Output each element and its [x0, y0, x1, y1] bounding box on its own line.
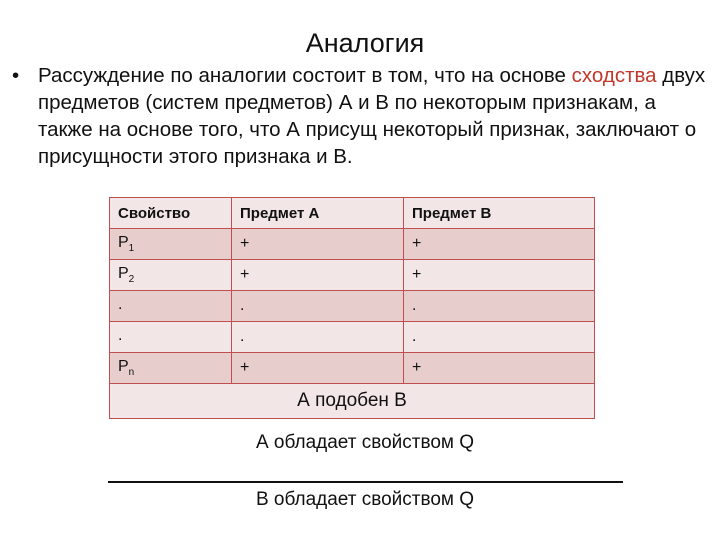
cell-a: + [232, 353, 404, 384]
cell-b: . [404, 291, 595, 322]
property-cell: $P_1$ [110, 229, 232, 260]
bullet-text-after: двух предметов (систем предметов) А и В по некоторым признакам, а также на основе того, что А присущ некоторый признак, заключают о присущности этого признака и В. [38, 64, 706, 168]
cell-a: + [232, 260, 404, 291]
bullet-icon: • [12, 64, 20, 87]
table-row [110, 291, 595, 322]
property-cell: . [110, 291, 232, 322]
header-cell: Предмет В [404, 198, 595, 229]
property-cell: . [110, 322, 232, 353]
table-header [110, 198, 595, 229]
table-row [110, 260, 595, 291]
table-row [110, 322, 595, 353]
cell-b: . [404, 322, 595, 353]
bullet-paragraph [12, 62, 712, 170]
table-row [110, 353, 595, 384]
table-footer [110, 384, 595, 419]
footer-cell: А подобен В [110, 384, 595, 419]
analogy-table [109, 197, 595, 419]
property-cell: $P_n$ [110, 353, 232, 384]
cell-b: + [404, 229, 595, 260]
highlight-word: сходства [571, 64, 657, 87]
cell-a: + [232, 229, 404, 260]
cell-a: . [232, 322, 404, 353]
bullet-text-before: Рассуждение по аналогии состоит в том, что на основе [38, 64, 572, 87]
property-cell: $P_2$ [110, 260, 232, 291]
conclusion-text: В обладает свойством Q [255, 489, 475, 510]
header-cell: Свойство [110, 198, 232, 229]
inference-line [108, 481, 623, 483]
cell-b: + [404, 260, 595, 291]
premise-text: А обладает свойством Q [255, 432, 475, 453]
cell-a: . [232, 291, 404, 322]
cell-b: + [404, 353, 595, 384]
table-row [110, 229, 595, 260]
header-cell: Предмет А [232, 198, 404, 229]
slide-title: Аналогия [305, 28, 425, 58]
